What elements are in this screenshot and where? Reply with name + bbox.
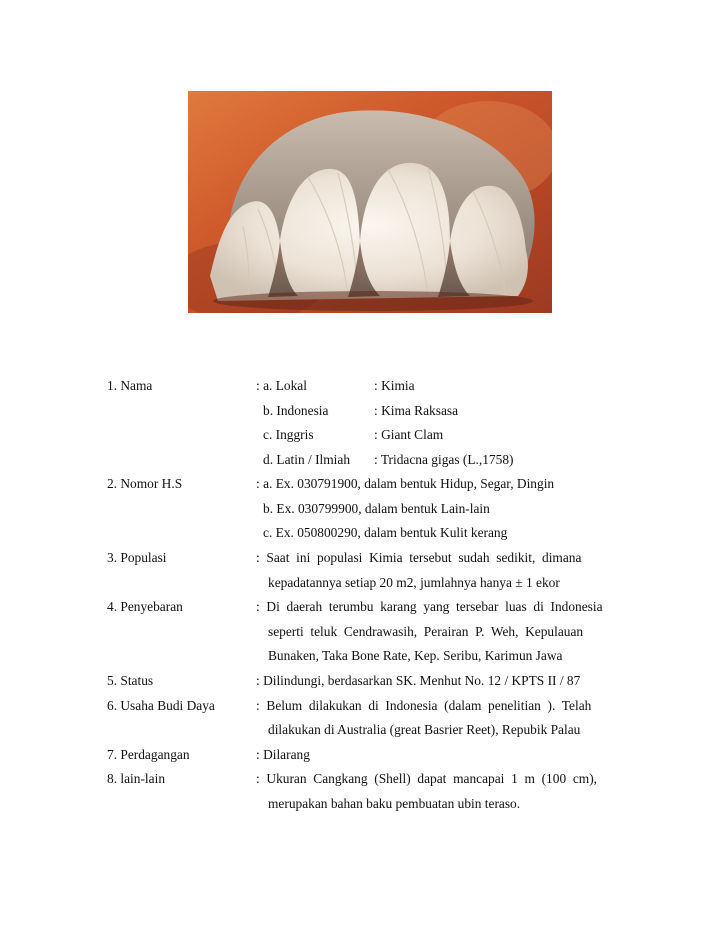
nama-inggris-value: : Giant Clam [374,427,444,442]
populasi-line: kepadatannya setiap 20 m2, jumlahnya hanya ± 1 ekor [268,575,560,590]
item-label-status: 5. Status [107,673,154,688]
nama-latin-key: d. Latin / Ilmiah [263,452,351,467]
nama-inggris-key: c. Inggris [263,427,314,442]
penyebaran-line: : Di daerah terumbu karang yang tersebar luas di Indonesia [256,599,603,614]
nama-indonesia-value: : Kima Raksasa [374,403,459,418]
item-label-usaha-budi-daya: 6. Usaha Budi Daya [107,698,215,713]
budidaya-line: : Belum dilakukan di Indonesia (dalam penelitian ). Telah [256,698,592,713]
item-label-nama: 1. Nama [107,378,153,393]
nama-latin-value: : Tridacna gigas (L.,1758) [374,452,514,467]
hs-line: c. Ex. 050800290, dalam bentuk Kulit kerang [263,525,508,540]
lainlain-line: : Ukuran Cangkang (Shell) dapat mancapai 1 m (100 cm), [256,771,597,786]
lainlain-line: merupakan bahan baku pembuatan ubin teraso. [268,796,521,811]
item-label-lain-lain: 8. lain-lain [107,771,166,786]
populasi-line: : Saat ini populasi Kimia tersebut sudah sedikit, dimana [256,550,582,565]
budidaya-line: dilakukan di Australia (great Basrier Reet), Repubik Palau [268,722,581,737]
item-label-perdagangan: 7. Perdagangan [107,747,190,762]
status-value: : Dilindungi, berdasarkan SK. Menhut No. 12 / KPTS II / 87 [256,673,581,688]
perdagangan-value: : Dilarang [256,747,310,762]
hs-line: : a. Ex. 030791900, dalam bentuk Hidup, Segar, Dingin [256,476,555,491]
item-label-nomor-hs: 2. Nomor H.S [107,476,183,491]
item-label-populasi: 3. Populasi [107,550,167,565]
item-label-penyebaran: 4. Penyebaran [107,599,183,614]
nama-lokal-value: : Kimia [374,378,415,393]
nama-indonesia-key: b. Indonesia [263,403,329,418]
penyebaran-line: Bunaken, Taka Bone Rate, Kep. Seribu, Karimun Jawa [268,648,563,663]
nama-lokal-key: : a. Lokal [256,378,307,393]
penyebaran-line: seperti teluk Cendrawasih, Perairan P. Weh, Kepulauan [268,624,584,639]
hs-line: b. Ex. 030799900, dalam bentuk Lain-lain [263,501,490,516]
